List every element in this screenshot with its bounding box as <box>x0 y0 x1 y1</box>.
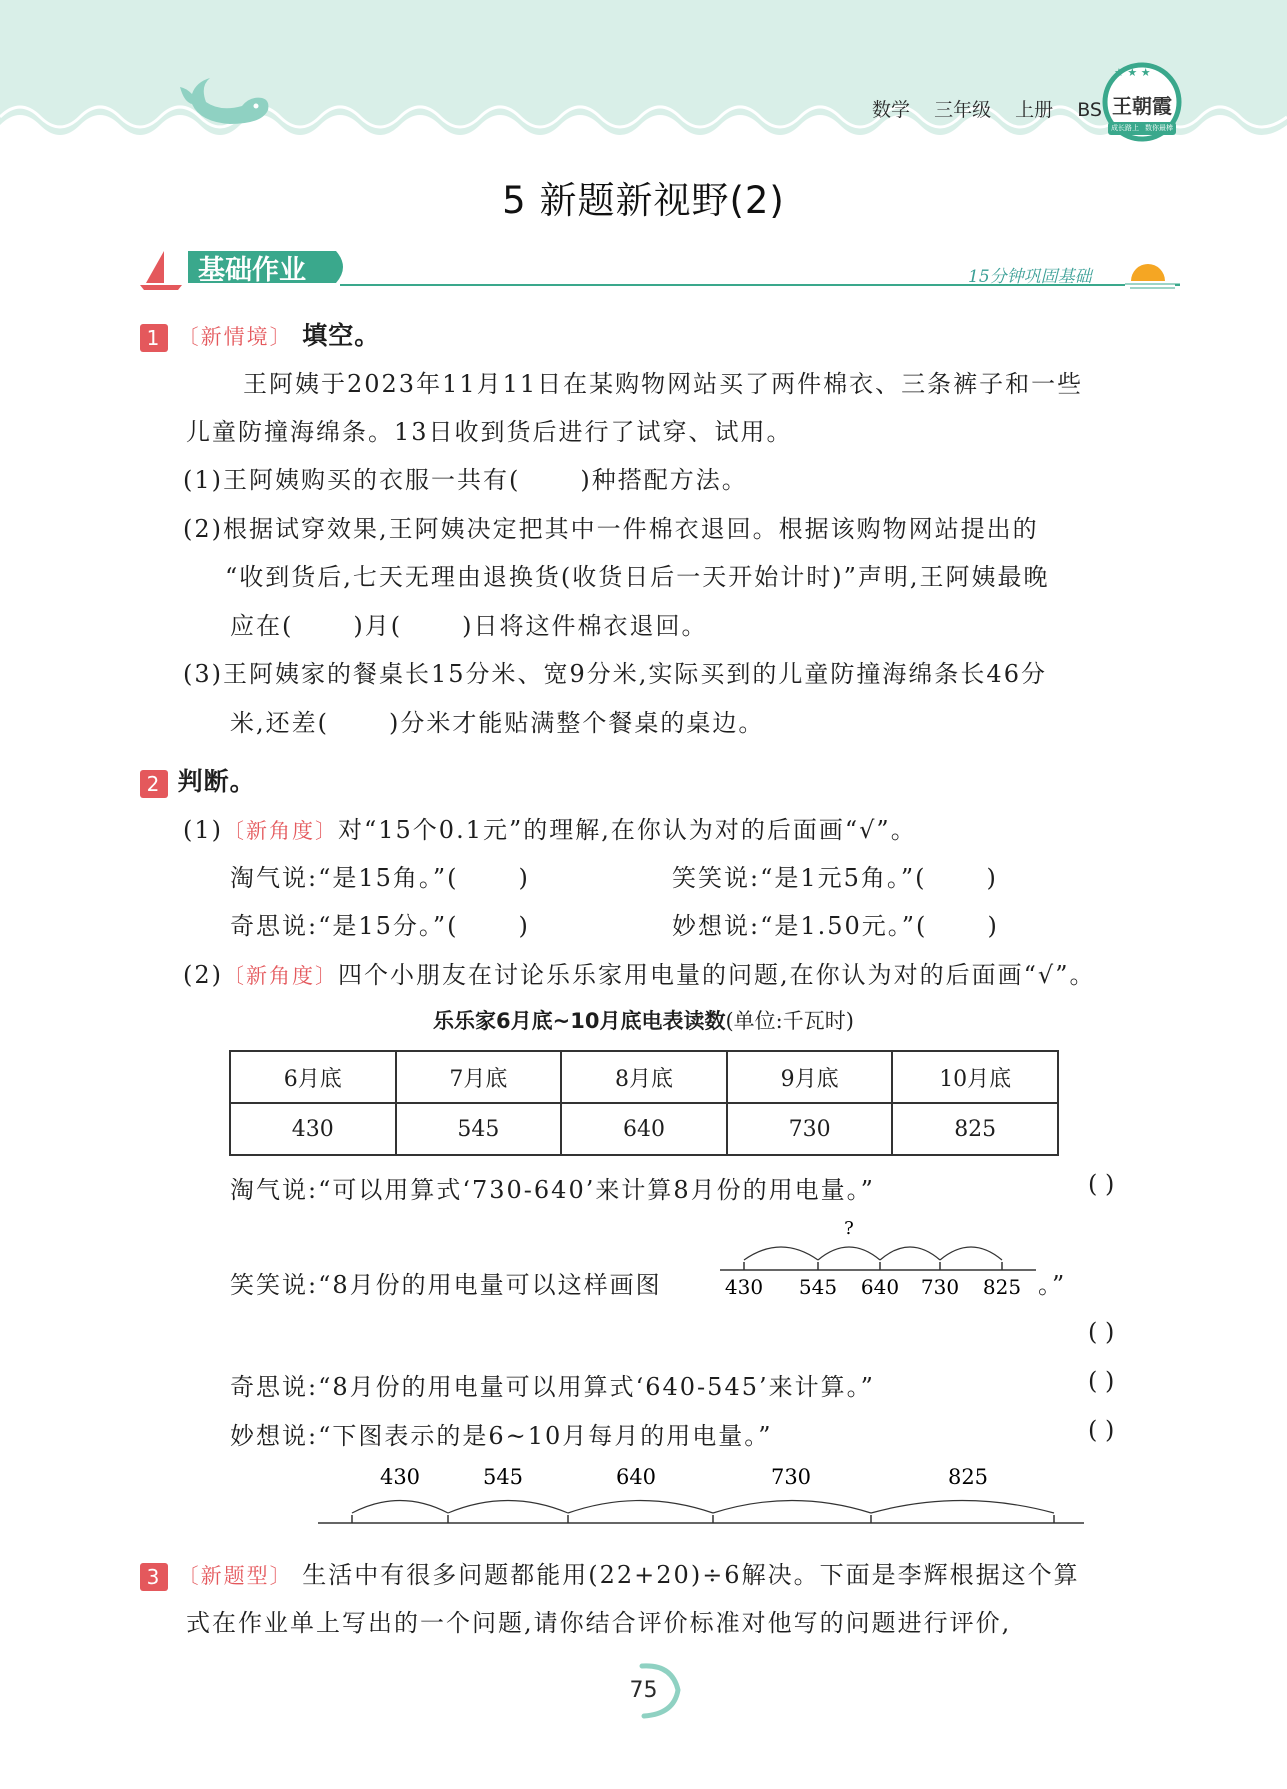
svg-text:★ ★ ★: ★ ★ ★ <box>1114 66 1151 79</box>
q2-part2-prefix: (2) <box>183 961 223 989</box>
q1-sub1-a: (1)王阿姨购买的衣服一共有( <box>183 466 521 494</box>
taoqi-statement-1 <box>230 858 530 893</box>
diagram2-arc <box>448 1501 568 1514</box>
xiaoxiao-1-text: 笑笑说:“是1元5角。”( <box>672 864 927 892</box>
diagram1-label: 825 <box>982 1275 1022 1299</box>
book-meta <box>854 95 1102 122</box>
q1-sub2-line3 <box>230 606 707 641</box>
xiaoxiao-statement-2-end: 。” <box>1038 1271 1067 1299</box>
section-slogan: 15分钟巩固基础 <box>968 267 1092 287</box>
diagram1-label: 545 <box>798 1275 838 1299</box>
diagram1-arc <box>880 1247 940 1260</box>
diagram2-arc <box>871 1501 1054 1514</box>
miaoxiang-statement-2: 妙想说:“下图表示的是6~10月每月的用电量。” <box>230 1422 773 1450</box>
q2-part2-tag: 〔新角度〕 <box>223 964 338 988</box>
q1-heading <box>140 316 380 352</box>
table-cell: 825 <box>892 1103 1058 1155</box>
diagram1-arc <box>818 1247 880 1260</box>
q1-sub2-c2: )月( <box>353 612 403 640</box>
q1-tag: 〔新情境〕 <box>177 325 293 349</box>
q3-text-1: 生活中有很多问题都能用(22+20)÷6解决。下面是李辉根据这个算 <box>302 1561 1080 1589</box>
q2-heading <box>140 762 256 798</box>
qisi-statement-2: 奇思说:“8月份的用电量可以用算式‘640-545’来计算。” <box>230 1373 875 1401</box>
page-title: 5 新题新视野(2) <box>502 179 785 222</box>
diagram1-arc <box>940 1247 1002 1260</box>
qisi-2-answer[interactable]: ( ) <box>1088 1367 1115 1395</box>
miaoxiang-1-close: ) <box>987 912 999 940</box>
diagram2-arc <box>352 1501 448 1514</box>
q1-sub3-line2 <box>230 703 764 738</box>
q1-sub3-b1: 米,还差( <box>230 709 329 737</box>
q2-number: 2 <box>140 770 168 798</box>
brand-name: 王朝霞 <box>1112 94 1172 118</box>
diagram1-label: 730 <box>920 1275 960 1299</box>
diagram2-label: 545 <box>482 1465 524 1489</box>
table-header-cell: 7月底 <box>396 1051 562 1103</box>
q2-part1 <box>183 810 917 845</box>
table-header-cell: 10月底 <box>892 1051 1058 1103</box>
table-header-row <box>230 1051 1058 1103</box>
q1-sub3-b2: )分米才能贴满整个餐桌的桌边。 <box>389 709 765 737</box>
q1-sub2-c1: 应在( <box>230 612 294 640</box>
subject-label: 数学 <box>872 99 911 121</box>
q1-sub2-line2: “收到货后,七天无理由退换货(收货日后一天开始计时)”声明,王阿姨最晚 <box>225 563 1050 591</box>
table-title <box>0 1005 1287 1035</box>
q1-sub3-line1: (3)王阿姨家的餐桌长15分米、宽9分米,实际买到的儿童防撞海绵条长46分 <box>183 660 1047 688</box>
table-cell: 640 <box>561 1103 727 1155</box>
edition-label: BS <box>1077 99 1102 121</box>
q1-sub1 <box>183 460 748 495</box>
table-header-cell: 9月底 <box>727 1051 893 1103</box>
diagram2-label: 640 <box>615 1465 657 1489</box>
q1-sub1-b: )种搭配方法。 <box>580 466 748 494</box>
q3-line2: 式在作业单上写出的一个问题,请你结合评价标准对他写的问题进行评价, <box>186 1609 1012 1637</box>
whale-icon <box>170 72 280 132</box>
table-unit: (单位:千瓦时) <box>725 1009 854 1033</box>
table-cell: 545 <box>396 1103 562 1155</box>
q2-title: 判断。 <box>177 767 256 796</box>
diagram1-label: 430 <box>724 1275 764 1299</box>
seal-motto-left: 成长路上 <box>1111 124 1139 132</box>
table-cell: 430 <box>230 1103 396 1155</box>
diagram1-label: 640 <box>860 1275 900 1299</box>
grade-label: 三年级 <box>934 99 992 121</box>
miaoxiang-statement-1 <box>672 906 999 941</box>
q3-line1 <box>140 1555 1080 1591</box>
q3-tag: 〔新题型〕 <box>177 1564 293 1588</box>
diagram2-arc <box>568 1501 713 1514</box>
diagram-number-line-2 <box>318 1460 1084 1530</box>
diagram1-arc <box>744 1247 818 1260</box>
meter-reading-table <box>229 1050 1059 1156</box>
volume-label: 上册 <box>1015 99 1054 121</box>
q2-part2 <box>183 955 1095 990</box>
diagram2-arc <box>713 1501 871 1514</box>
table-header-cell: 6月底 <box>230 1051 396 1103</box>
taoqi-1-text: 淘气说:“是15角。”( <box>230 864 459 892</box>
q1-para1: 王阿姨于2023年11月11日在某购物网站买了两件棉衣、三条裤子和一些 <box>243 370 1084 398</box>
table-row <box>230 1103 1058 1155</box>
xiaoxiao-2-answer[interactable]: ( ) <box>1088 1318 1115 1346</box>
diagram2-label: 430 <box>379 1465 421 1489</box>
q2-part1-text: 对“15个0.1元”的理解,在你认为对的后面画“√”。 <box>338 816 917 844</box>
xiaoxiao-1-close: ) <box>986 864 998 892</box>
q2-part2-text: 四个小朋友在讨论乐乐家用电量的问题,在你认为对的后面画“√”。 <box>338 961 1096 989</box>
q1-sub2-c3: )日将这件棉衣退回。 <box>462 612 708 640</box>
miaoxiang-1-text: 妙想说:“是1.50元。”( <box>672 912 928 940</box>
diagram2-label: 825 <box>947 1465 989 1489</box>
taoqi-2-answer[interactable]: ( ) <box>1088 1170 1115 1198</box>
table-header-cell: 8月底 <box>561 1051 727 1103</box>
qisi-1-text: 奇思说:“是15分。”( <box>230 912 459 940</box>
qisi-statement-1 <box>230 906 530 941</box>
table-title-text: 乐乐家6月底~10月底电表读数 <box>433 1009 726 1033</box>
xiaoxiao-statement-2: 笑笑说:“8月份的用电量可以这样画图 <box>230 1271 662 1299</box>
q2-part1-prefix: (1) <box>183 816 223 844</box>
taoqi-statement-2: 淘气说:“可以用算式‘730-640’来计算8月份的用电量。” <box>230 1176 875 1204</box>
diagram1-question-mark: ? <box>844 1218 854 1239</box>
diagram2-label: 730 <box>770 1465 812 1489</box>
miaoxiang-2-answer[interactable]: ( ) <box>1088 1416 1115 1444</box>
table-cell: 730 <box>727 1103 893 1155</box>
q1-sub2-line1: (2)根据试穿效果,王阿姨决定把其中一件棉衣退回。根据该购物网站提出的 <box>183 515 1039 543</box>
seal-motto-right: 数你最棒 <box>1145 124 1173 132</box>
q1-para2: 儿童防撞海绵条。13日收到货后进行了试穿、试用。 <box>186 418 793 446</box>
qisi-1-close: ) <box>518 912 530 940</box>
q3-number: 3 <box>140 1563 168 1591</box>
section-label: 基础作业 <box>198 255 306 286</box>
q1-number: 1 <box>140 324 168 352</box>
diagram-number-line-1 <box>720 1218 1042 1300</box>
q2-part1-tag: 〔新角度〕 <box>223 819 338 843</box>
q1-title: 填空。 <box>302 321 381 350</box>
xiaoxiao-statement-1 <box>672 858 998 893</box>
page-number: 75 <box>629 1678 658 1703</box>
brand-seal <box>1102 60 1182 145</box>
taoqi-1-close: ) <box>518 864 530 892</box>
